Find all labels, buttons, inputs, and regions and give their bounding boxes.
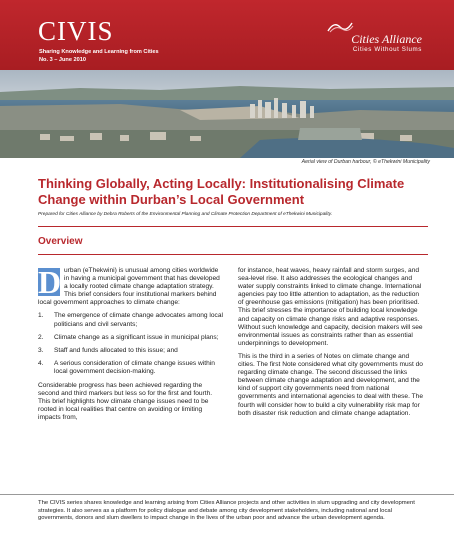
right-column [238, 267, 424, 423]
list-item [38, 312, 224, 328]
body-paragraph: for instance, heat waves, heavy rainfall and storm surges, and sea-level rise. It also addresses the ecological changes and water supply constraints linked to climate change. International agencies pay too little attention to adaptation, as the reduction of greenhouse gas emissions (mitigation) has been prioritised. This brief stresses the importance of building local knowledge and capacity on climate change risks and adaptive responses. Without such knowledge and capacity, decision makers will see environmental issues as constraints rather than as essential underpinnings to development. [238, 267, 423, 347]
series-description: The CIVIS series shares knowledge and learning arising from Cities Alliance projects and other activities in slum upgrading and city development strategies. It also serves as a platform for policy dialogue and debate among city development stakeholders, including national and local governments, donors and slum dwellers to impact change in the lives of the urban poor and advance the urban development agenda. [38, 500, 415, 522]
list-item-text: The emergence of climate change advocates among local politicians and civil servants; [54, 312, 223, 328]
list-number: 4. [38, 359, 44, 367]
list-number: 3. [38, 346, 44, 354]
body-paragraph: This is the third in a series of Notes on climate change and cities. The first Note considered what city governments must do regarding climate change. The second discussed the links between climate change adaptation and development, and the kind of support city governments need from national governments and international agencies to deal with these. The fourth will consider how to build a city vulnerability risk map for both disaster risk reduction and climate change adaptation. [238, 352, 423, 417]
cities-alliance-mark-icon [326, 21, 354, 33]
durban-harbour-photo [0, 70, 454, 158]
photo-caption: Aerial view of Durban harbour, © eThekwini Municipality [301, 159, 430, 165]
masthead-banner [0, 0, 454, 70]
article-title: Thinking Globally, Acting Locally: Institutionalising Climate Change within Durban’s Local Government [38, 176, 405, 207]
list-item [38, 360, 224, 376]
intro-text: urban (eThekwini) is unusual among cities worldwide in having a municipal government that has developed a locally rooted climate change adaptation strategy. This brief considers four institutional markers behind local government approaches to climate change: [38, 267, 220, 307]
cities-alliance-tagline: Cities Without Slums [352, 46, 422, 53]
divider [38, 226, 428, 227]
list-item-text: Climate change as a significant issue in municipal plans; [54, 333, 219, 341]
issue-number: No. 3 – June 2010 [39, 57, 86, 63]
list-number: 1. [38, 312, 44, 320]
left-column [38, 264, 224, 428]
section-heading: Overview [38, 236, 83, 247]
list-item [38, 347, 224, 355]
civis-logo: CIVIS [38, 16, 114, 46]
cities-alliance-logo: Cities Alliance [351, 32, 422, 46]
markers-list [38, 312, 224, 376]
drop-cap: D [38, 264, 62, 300]
list-item [38, 334, 224, 342]
body-paragraph: Considerable progress has been achieved regarding the second and third markers but less so for the first and fourth. This brief highlights how climate change issues need to be rooted in local realities that centre on avoiding or limiting impacts from, [38, 382, 213, 422]
list-item-text: Staff and funds allocated to this issue; and [54, 346, 178, 354]
author-credit: Prepared for Cities Alliance by Debra Roberts of the Environmental Planning and Climate Protection Department of eThekwini Municipality. [38, 212, 333, 217]
intro-paragraph [38, 264, 224, 307]
divider [38, 254, 428, 255]
list-number: 2. [38, 333, 44, 341]
list-item-text: A serious consideration of climate change issues within local government decision-making. [54, 359, 215, 375]
footer-divider [0, 494, 454, 495]
series-subtitle: Sharing Knowledge and Learning from Cities [39, 49, 159, 55]
